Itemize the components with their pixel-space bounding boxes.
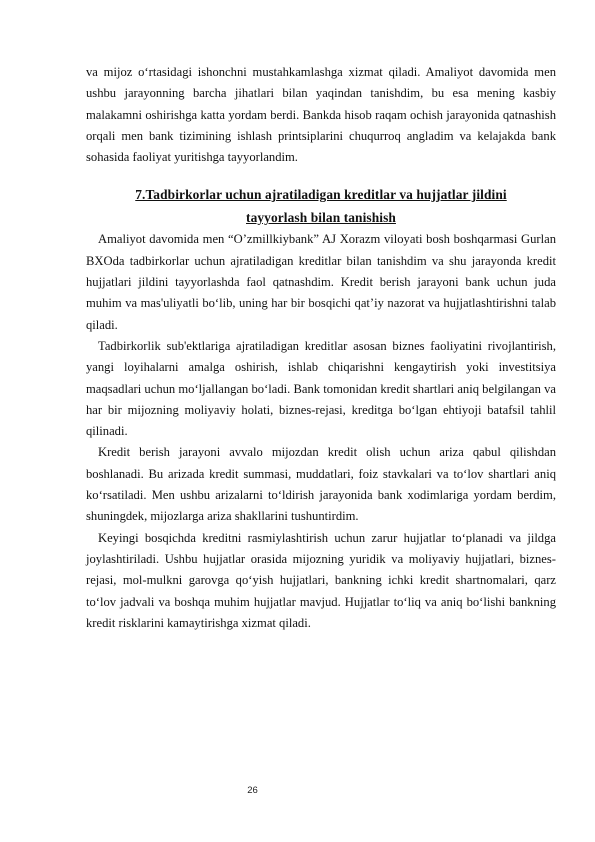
intro-paragraph: va mijoz o‘rtasidagi ishonchni mustahkamlashga xizmat qiladi. Amaliyot davomida men ushbu jarayonning barcha jihatlari bilan yaqindan tanishdim, bu esa mening kasbiy malakamni oshirishga katta yordam berdi. Bankda hisob raqam ochish jarayonida qatnashish orqali men bank tizimining ishlash printsiplarini chuqurroq angladim va kelajakda bank sohasida faoliyat yuritishga tayyorlandim. (86, 65, 556, 165)
body-paragraph-1: Amaliyot davomida men “O’zmillkiybank” AJ Xorazm viloyati bosh boshqarmasi Gurlan BXOda tadbirkorlar uchun ajratiladigan kreditlar bilan tanishdim va shu jarayonda kredit hujjatlari jildini tayyorlashda faol qatnashdim. Kredit berish jarayoni bank uchun juda muhim va mas'uliyatli bo‘lib, uning har bir bosqichi qat’iy nazorat va hujjatlashtirishni talab qiladi. (86, 232, 556, 332)
page-number: 26 (247, 785, 258, 796)
body-paragraph-2: Tadbirkorlik sub'ektlariga ajratiladigan kreditlar asosan biznes faoliyatini rivojlantirish, yangi loyihalarni amalga oshirish, ishlab chiqarishni kengaytirish yoki investitsiya maqsadlari uchun mo‘ljallangan bo‘ladi. Bank tomonidan kredit shartlari aniq belgilangan va har bir mijozning moliyaviy holati, biznes-rejasi, kreditga bo‘lgan ehtiyoji batafsil tahlil qilinadi. (86, 338, 556, 439)
section-heading (86, 184, 556, 229)
body-paragraph-4: Keyingi bosqichda kreditni rasmiylashtirish uchun zarur hujjatlar to‘planadi va jildga joylashtiriladi. Ushbu hujjatlar orasida mijozning yuridik va moliyaviy hujjatlari, biznes-rejasi, mol-mulkni garovga qo‘yish hujjatlari, bankning ichki kredit shartnomalari, qarz to‘lov jadvali va boshqa muhim hujjatlar mavjud. Hujjatlar to‘liq va aniq bo‘lishi bankning kredit risklarini kamaytirishga xizmat qiladi. (86, 530, 556, 630)
body-paragraph-3: Kredit berish jarayoni avvalo mijozdan kredit olish uchun ariza qabul qilishdan boshlanadi. Bu arizada kredit summasi, muddatlari, foiz stavkalari va to‘lov shartlari aniq ko‘rsatiladi. Men ushbu arizalarni to‘ldirish jarayonida bank xodimlariga yordam berdim, shuningdek, mijozlarga ariza shakllarini tushuntirdim. (86, 445, 556, 524)
section-heading-line-1: 7.Tadbirkorlar uchun ajratiladigan kreditlar va hujjatlar jildini (135, 187, 507, 203)
section-heading-line-2: tayyorlash bilan tanishish (246, 209, 396, 225)
document-page (86, 62, 556, 634)
